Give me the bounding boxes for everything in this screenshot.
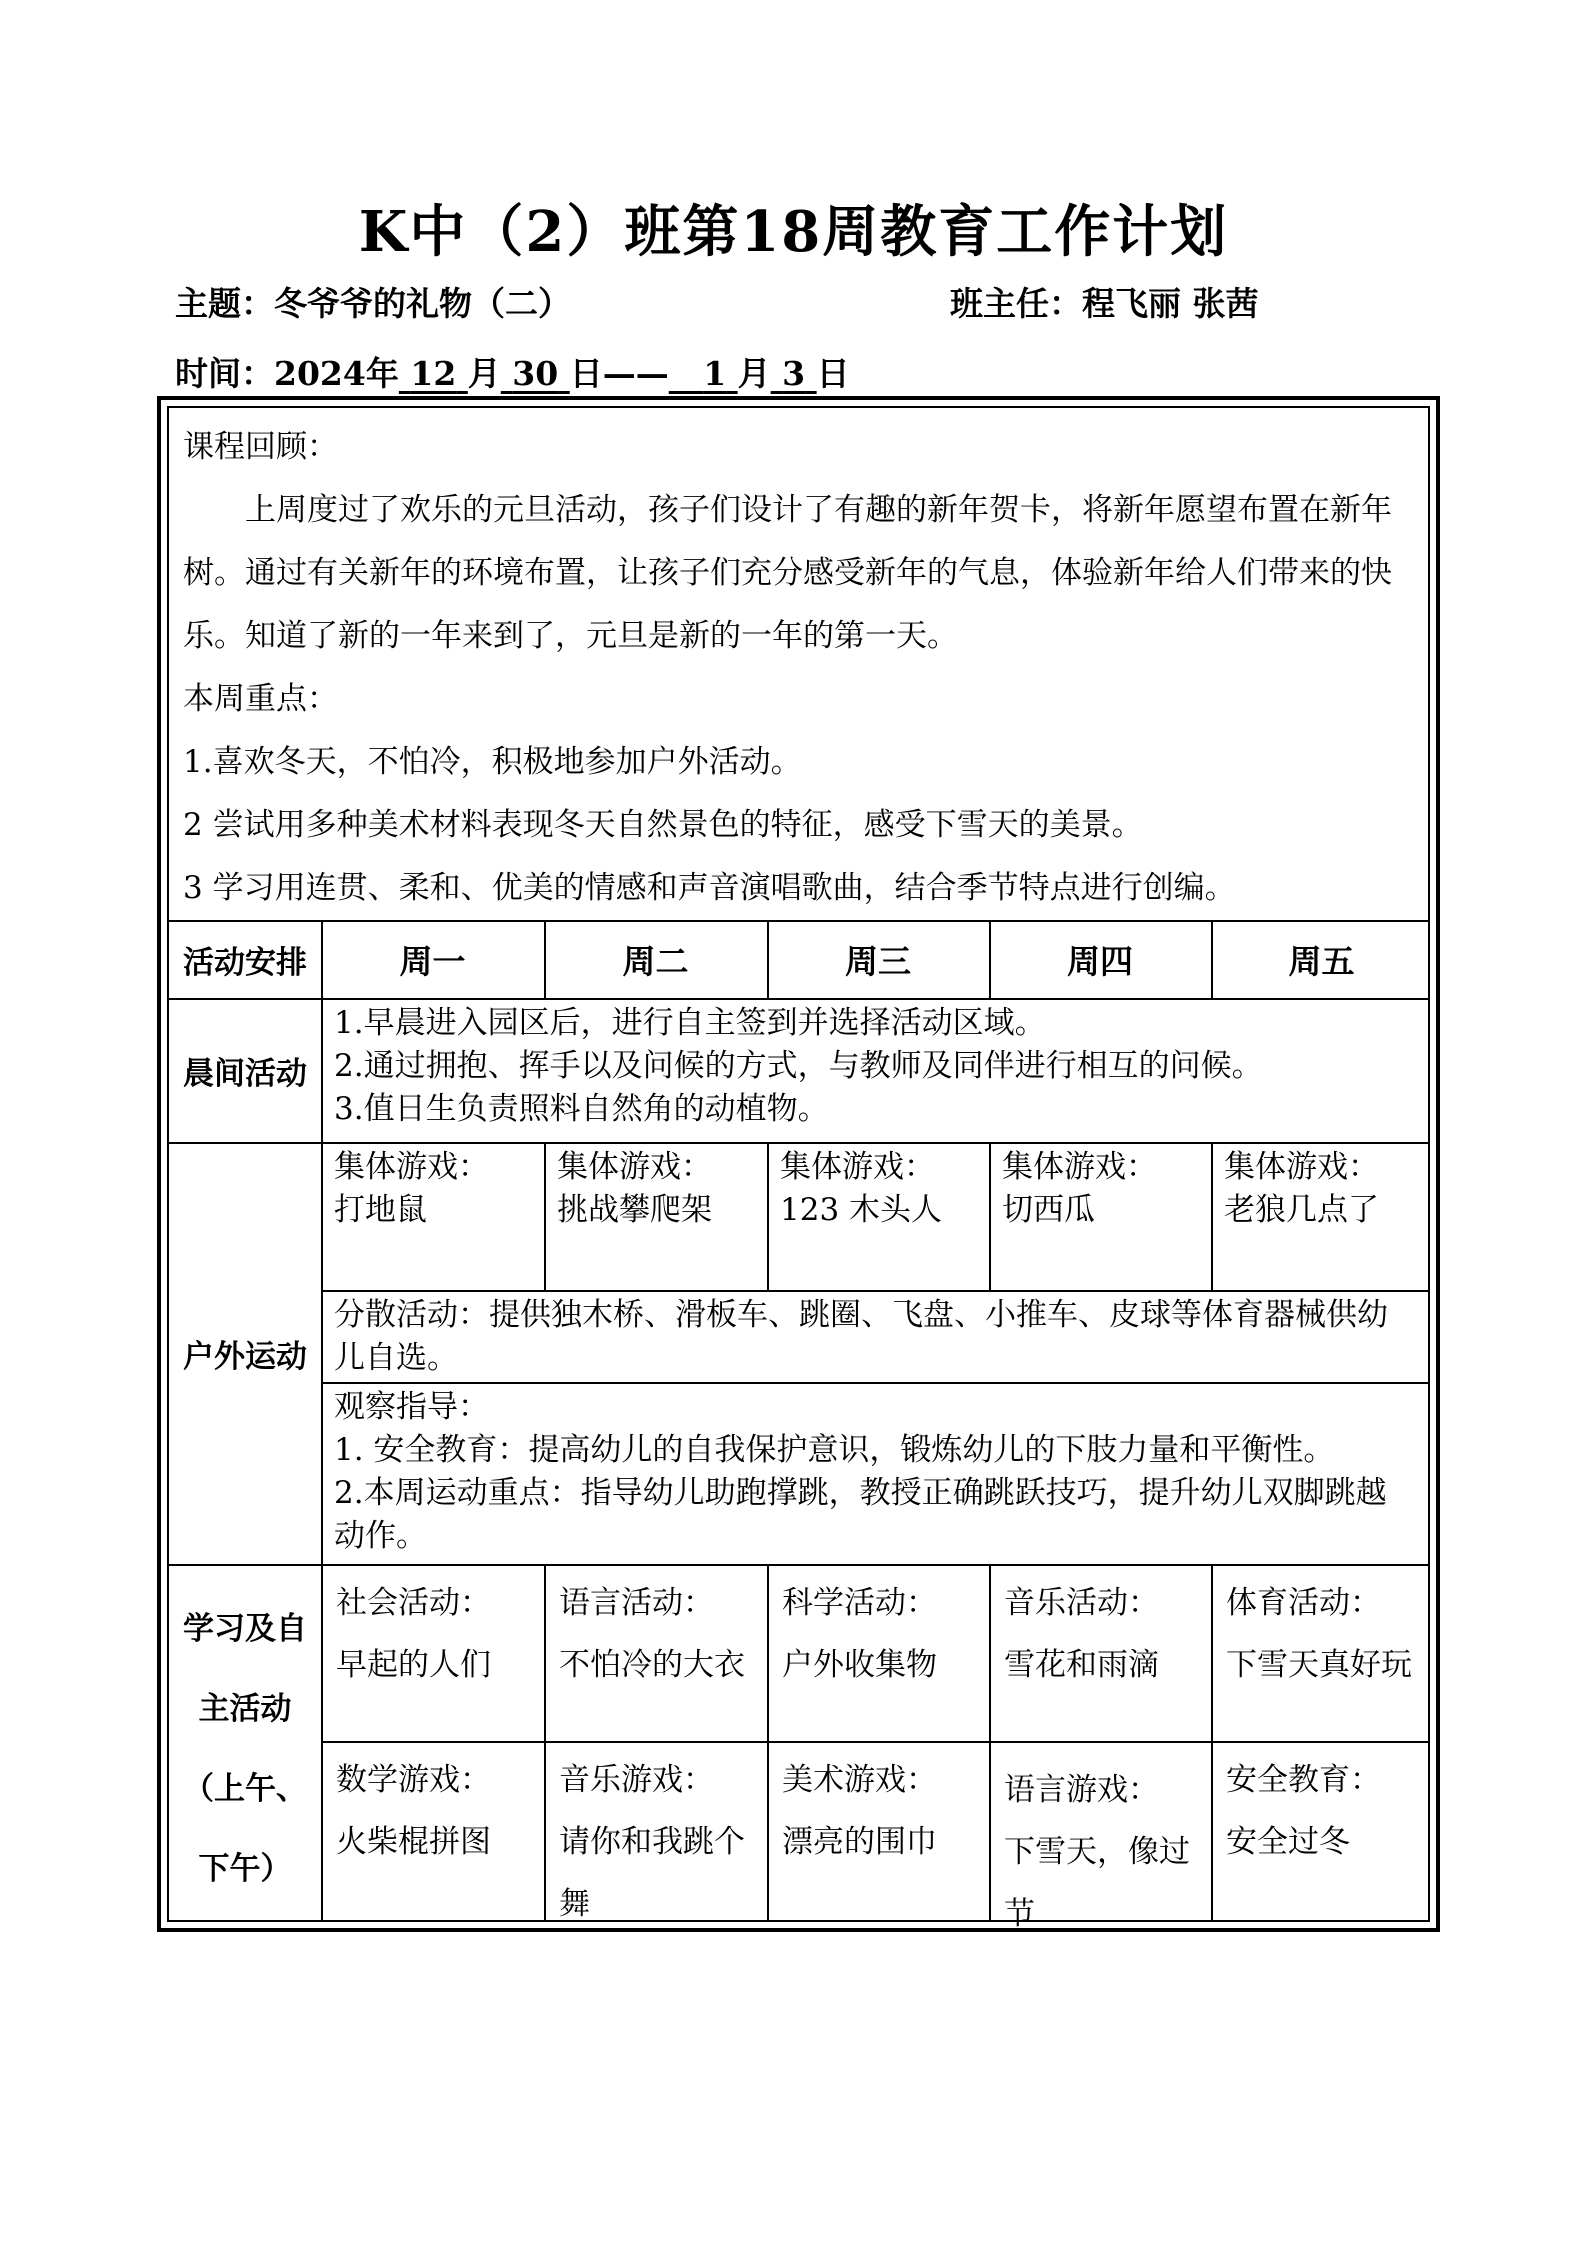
activity-name: 户外收集物 bbox=[782, 1647, 937, 1683]
study-mon-2 bbox=[321, 1741, 544, 1873]
study-label-line: 主活动 bbox=[198, 1691, 292, 1727]
activity-type: 体育活动： bbox=[1226, 1585, 1381, 1621]
observation-guide bbox=[334, 1386, 1429, 1558]
morning-line: 3.值日生负责照料自然角的动植物。 bbox=[334, 1091, 829, 1127]
plan-table-inner bbox=[167, 406, 1430, 1932]
activity-type: 美术游戏： bbox=[782, 1762, 937, 1798]
rule bbox=[321, 1290, 1428, 1292]
study-label-line: 下午） bbox=[198, 1851, 292, 1887]
activity-name: 不怕冷的大衣 bbox=[559, 1647, 745, 1683]
group-game-tue bbox=[557, 1146, 762, 1232]
time-label: 时间：2024年 bbox=[175, 354, 399, 393]
study-mon-1 bbox=[321, 1564, 544, 1696]
day-header-thu: 周四 bbox=[1067, 941, 1133, 981]
teacher-label: 班主任： bbox=[950, 284, 1082, 323]
game-name: 切西瓜 bbox=[1002, 1192, 1095, 1228]
plan-table bbox=[157, 396, 1440, 1932]
activity-name: 早起的人们 bbox=[336, 1647, 491, 1683]
group-game-fri bbox=[1224, 1146, 1429, 1232]
morning-content bbox=[334, 1002, 1424, 1131]
game-type: 集体游戏： bbox=[780, 1149, 935, 1185]
activity-type: 数学游戏： bbox=[336, 1762, 491, 1798]
teacher-value: 程飞丽 张茜 bbox=[1082, 284, 1259, 323]
game-name: 挑战攀爬架 bbox=[557, 1192, 712, 1228]
activity-type: 社会活动： bbox=[336, 1585, 491, 1621]
day-header-tue: 周二 bbox=[622, 941, 689, 981]
game-name: 老狼几点了 bbox=[1224, 1192, 1379, 1228]
study-label-line: 学习及自 bbox=[183, 1611, 307, 1647]
morning-line: 2.通过拥抱、挥手以及问候的方式，与教师及同伴进行相互的问候。 bbox=[334, 1048, 1263, 1084]
focus-item-1: 1.喜欢冬天，不怕冷，积极地参加户外活动。 bbox=[183, 744, 802, 780]
study-wed-2 bbox=[767, 1741, 989, 1873]
guide-line: 2.本周运动重点：指导幼儿助跑撑跳，教授正确跳跃技巧，提升幼儿双脚跳越 bbox=[334, 1475, 1387, 1511]
review-line-1: 上周度过了欢乐的元旦活动，孩子们设计了有趣的新年贺卡，将新年愿望布置在新年 bbox=[245, 492, 1392, 528]
theme-line bbox=[175, 278, 571, 325]
study-tue-1 bbox=[544, 1564, 767, 1696]
activity-type: 音乐活动： bbox=[1004, 1585, 1159, 1621]
activity-name: 安全过冬 bbox=[1226, 1824, 1350, 1860]
activity-type: 语言活动： bbox=[559, 1585, 714, 1621]
study-tue-2 bbox=[544, 1741, 767, 1935]
rule bbox=[544, 1142, 546, 1290]
day-header-fri: 周五 bbox=[1288, 941, 1355, 981]
group-game-thu bbox=[1002, 1146, 1207, 1232]
page-title: K中（2）班第18周教育工作计划 bbox=[358, 199, 1229, 265]
scatter-line: 儿自选。 bbox=[334, 1340, 458, 1376]
study-thu-2 bbox=[989, 1751, 1211, 1945]
activity-type: 科学活动： bbox=[782, 1585, 937, 1621]
game-name: 打地鼠 bbox=[334, 1192, 427, 1228]
activity-name: 舞 bbox=[559, 1886, 590, 1922]
activity-name: 请你和我跳个 bbox=[559, 1824, 745, 1860]
review-label: 课程回顾： bbox=[183, 429, 338, 465]
game-name: 123 木头人 bbox=[780, 1192, 943, 1228]
review-line-2: 树。通过有关新年的环境布置，让孩子们充分感受新年的气息，体验新年给人们带来的快 bbox=[183, 555, 1392, 591]
activity-type: 安全教育： bbox=[1226, 1762, 1381, 1798]
rule bbox=[1211, 1142, 1213, 1290]
game-type: 集体游戏： bbox=[1002, 1149, 1157, 1185]
teacher-line bbox=[950, 278, 1259, 325]
activity-name: 下雪天，像过 bbox=[1004, 1834, 1190, 1870]
theme-label: 主题： bbox=[175, 284, 274, 323]
study-fri-1 bbox=[1211, 1564, 1432, 1696]
activity-name: 漂亮的围巾 bbox=[782, 1824, 937, 1860]
game-type: 集体游戏： bbox=[1224, 1149, 1379, 1185]
rule bbox=[989, 1142, 991, 1290]
theme-value: 冬爷爷的礼物（二） bbox=[274, 284, 571, 323]
focus-item-2: 2 尝试用多种美术材料表现冬天自然景色的特征，感受下雪天的美景。 bbox=[183, 807, 1143, 843]
scatter-line: 分散活动：提供独木桥、滑板车、跳圈、飞盘、小推车、皮球等体育器械供幼 bbox=[334, 1297, 1388, 1333]
guide-line: 1. 安全教育：提高幼儿的自我保护意识，锻炼幼儿的下肢力量和平衡性。 bbox=[334, 1432, 1335, 1468]
focus-item-3: 3 学习用连贯、柔和、优美的情感和声音演唱歌曲，结合季节特点进行创编。 bbox=[183, 870, 1236, 906]
scatter-activity bbox=[334, 1294, 1429, 1380]
activity-name: 下雪天真好玩 bbox=[1226, 1647, 1412, 1683]
end-day: 3 bbox=[782, 354, 806, 393]
group-game-wed bbox=[780, 1146, 985, 1232]
study-label bbox=[169, 1564, 321, 1934]
study-thu-1 bbox=[989, 1564, 1211, 1696]
activity-name: 雪花和雨滴 bbox=[1004, 1647, 1159, 1683]
game-type: 集体游戏： bbox=[557, 1149, 712, 1185]
rule bbox=[169, 1142, 1428, 1144]
review-line-3: 乐。知道了新的一年来到了，元旦是新的一年的第一天。 bbox=[183, 618, 958, 654]
rule bbox=[767, 1142, 769, 1290]
day-header-mon: 周一 bbox=[399, 941, 466, 981]
morning-label: 晨间活动 bbox=[183, 1055, 307, 1092]
group-game-mon bbox=[334, 1146, 539, 1232]
rule bbox=[321, 1382, 1428, 1384]
start-day: 30 bbox=[512, 354, 559, 393]
end-month: 1 bbox=[703, 354, 727, 393]
activity-type: 音乐游戏： bbox=[559, 1762, 714, 1798]
guide-line: 观察指导： bbox=[334, 1389, 489, 1425]
day-header-wed: 周三 bbox=[845, 941, 911, 981]
corner-header: 活动安排 bbox=[183, 944, 307, 981]
activity-type: 语言游戏： bbox=[1004, 1772, 1159, 1808]
outdoor-label: 户外运动 bbox=[183, 1338, 307, 1375]
start-month: 12 bbox=[410, 354, 457, 393]
morning-line: 1.早晨进入园区后，进行自主签到并选择活动区域。 bbox=[334, 1005, 1046, 1041]
activity-name: 火柴棍拼图 bbox=[336, 1824, 491, 1860]
study-fri-2 bbox=[1211, 1741, 1432, 1873]
study-wed-1 bbox=[767, 1564, 989, 1696]
focus-label: 本周重点： bbox=[183, 681, 338, 717]
time-line: 时间：2024年 12 月 30 日—— 1 月 3 日 bbox=[175, 354, 850, 393]
review-block bbox=[183, 416, 1423, 920]
activity-name: 节 bbox=[1004, 1896, 1035, 1932]
guide-line: 动作。 bbox=[334, 1518, 427, 1554]
game-type: 集体游戏： bbox=[334, 1149, 489, 1185]
rule bbox=[169, 998, 1428, 1000]
study-label-line: （上午、 bbox=[183, 1771, 307, 1807]
